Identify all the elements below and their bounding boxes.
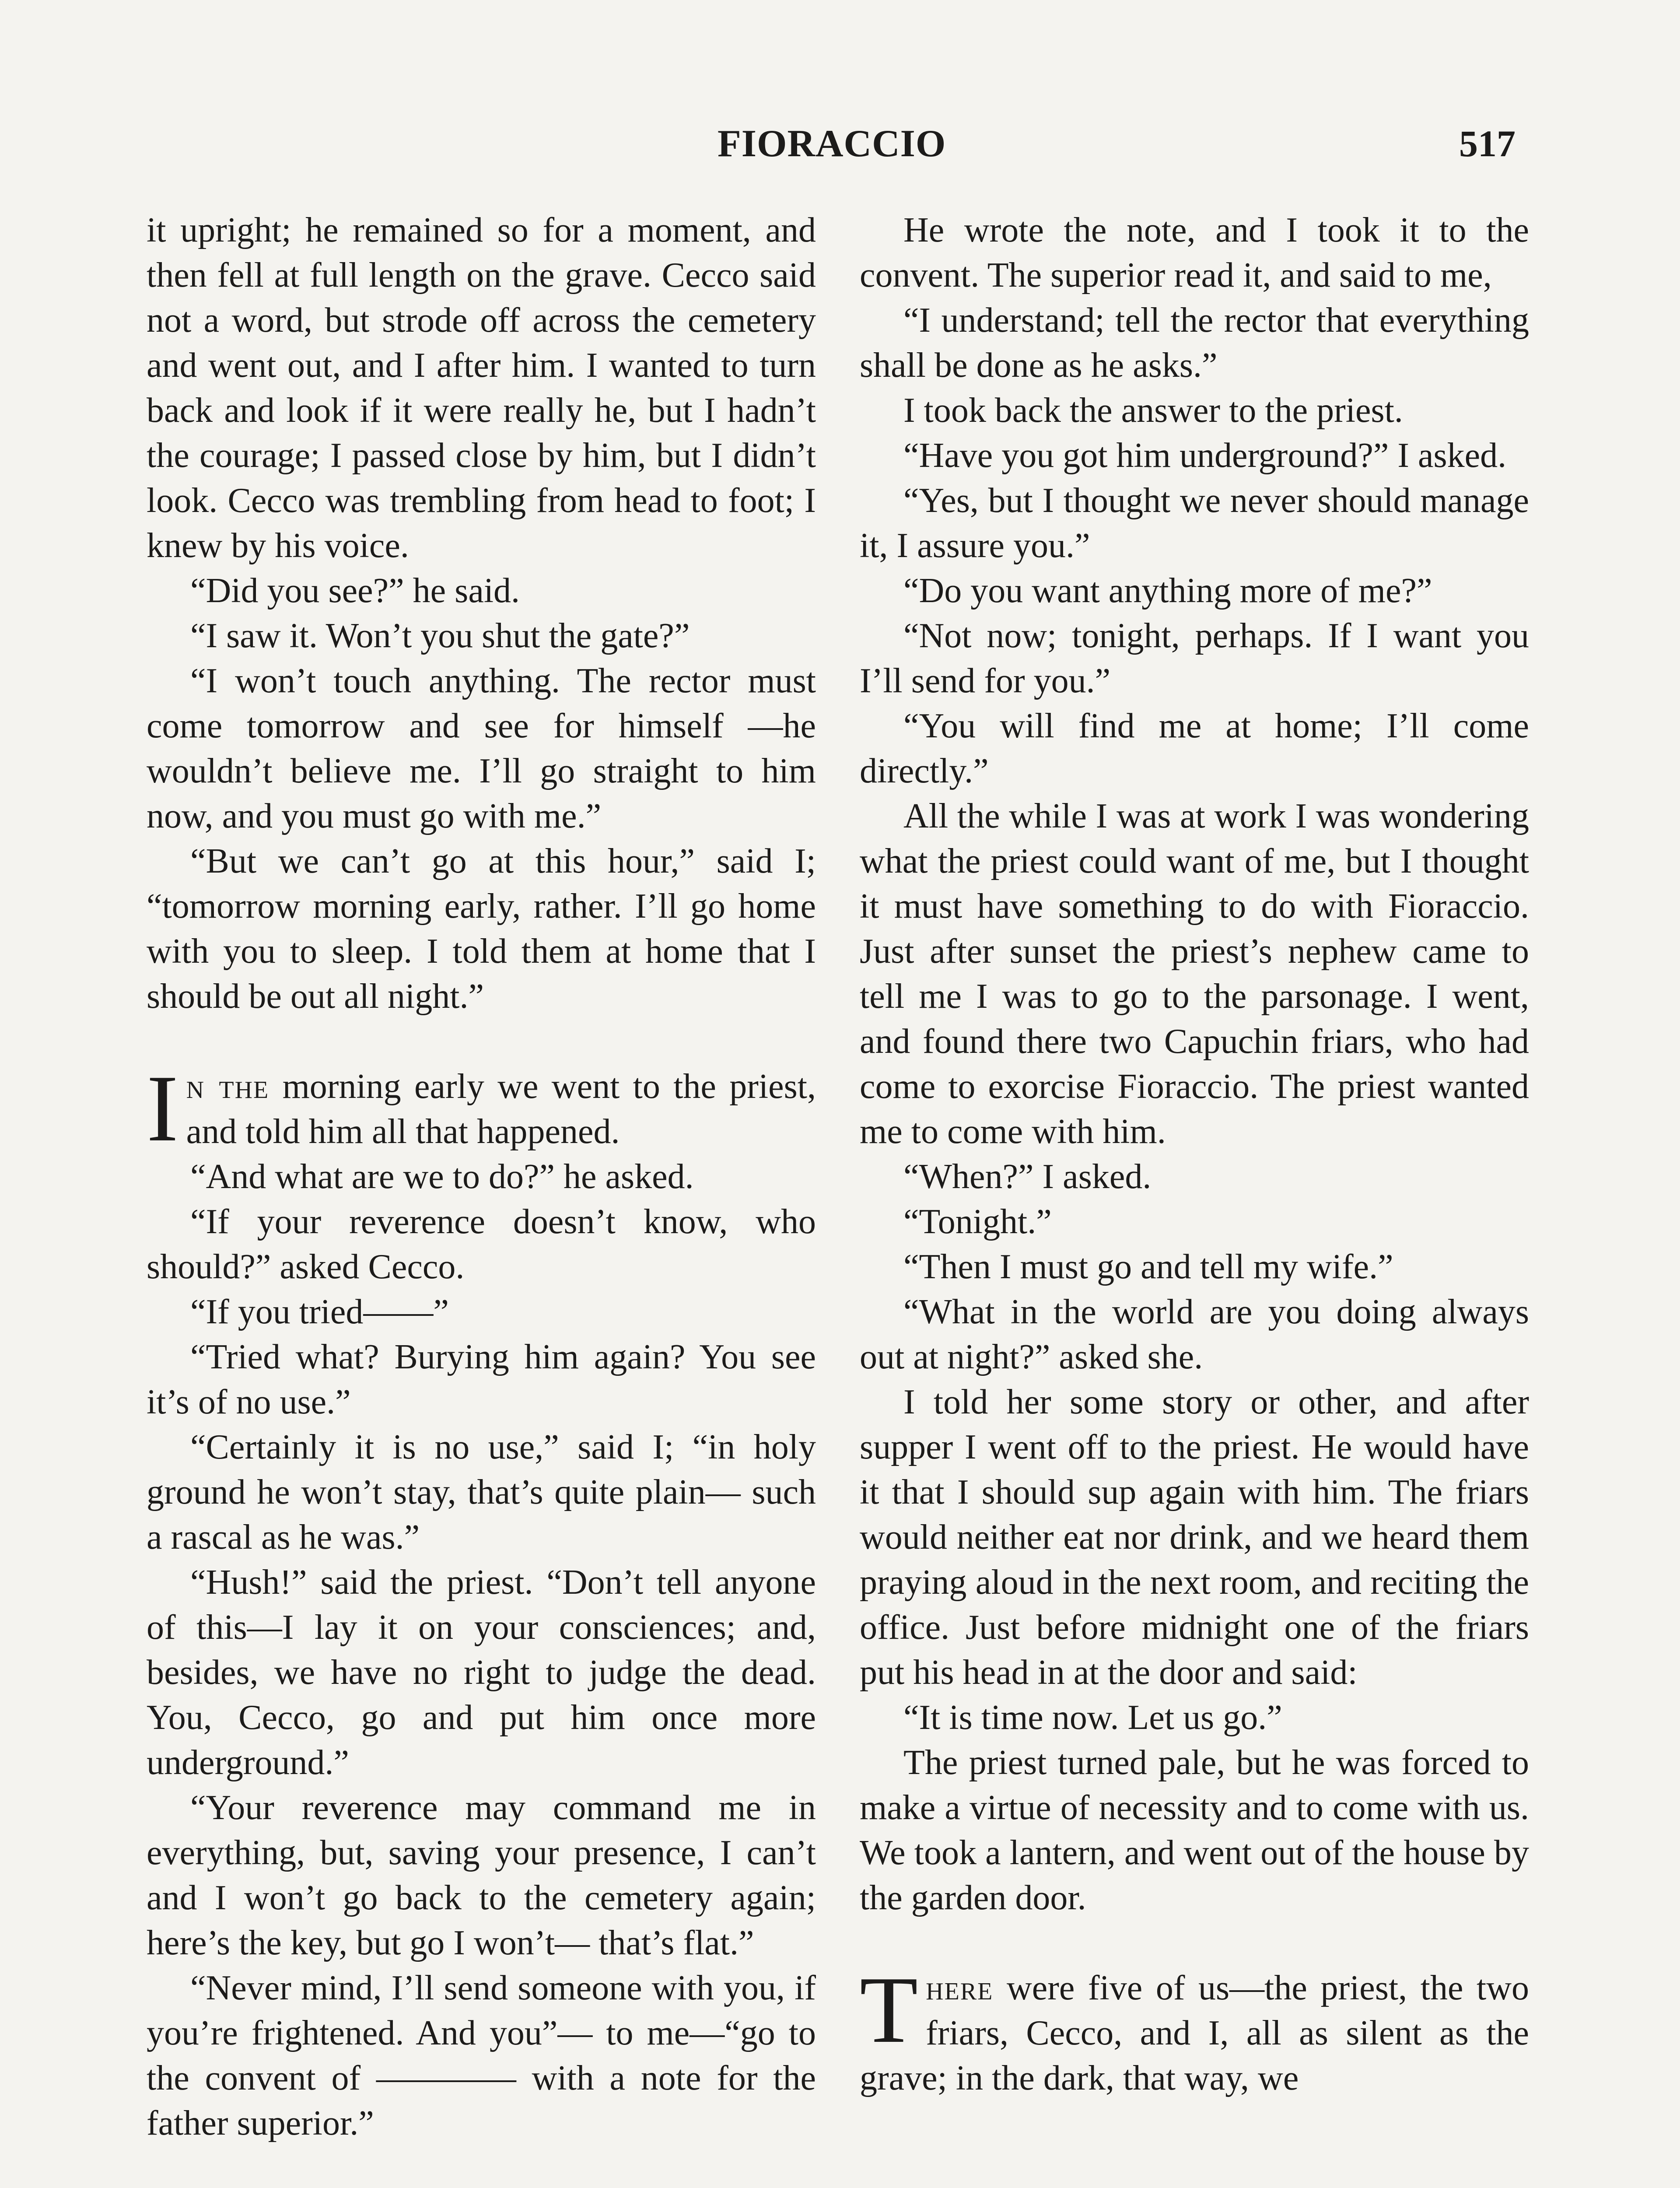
- left-column: [147, 208, 816, 2146]
- section-opening-paragraph: [147, 1056, 816, 1161]
- paragraph: “You will find me at home; I’ll come directly.”: [860, 707, 1529, 790]
- paragraph: “Then I must go and tell my wife.”: [903, 1248, 1393, 1286]
- paragraph: “If you tried——”: [190, 1293, 449, 1331]
- opening-text: were five of us—the priest, the two friars, Cecco, and I, all as silent as the grave; in the dark, that way, we: [860, 1969, 1529, 2097]
- section-break: [147, 1019, 816, 1064]
- paragraph: “But we can’t go at this hour,” said I; “tomorrow morning early, rather. I’ll go home with you to sleep. I told them at home that I should be out all night.”: [147, 842, 816, 1016]
- page-number: 517: [1459, 123, 1516, 165]
- paragraph: “Your reverence may command me in everything, but, saving your presence, I can’t and I won’t go back to the cemetery again; here’s the key, but go I won’t— that’s flat.”: [147, 1788, 816, 1962]
- drop-cap: I: [147, 1056, 178, 1161]
- paragraph: “If your reverence doesn’t know, who should?” asked Cecco.: [147, 1203, 816, 1286]
- paragraph: “Yes, but I thought we never should manage it, I assure you.”: [860, 481, 1529, 565]
- paragraph: “And what are we to do?” he asked.: [190, 1157, 694, 1196]
- paragraph: I told her some story or other, and after supper I went off to the priest. He would have it that I should sup again with him. The friars would neither eat nor drink, and we heard them praying aloud in the next room, and reciting the office. Just before midnight one of the friars put his head in at the door and said:: [860, 1383, 1529, 1692]
- small-caps-lead: n the: [186, 1067, 270, 1106]
- paragraph: “It is time now. Let us go.”: [903, 1698, 1282, 1737]
- paragraph: “Not now; tonight, perhaps. If I want you I’ll send for you.”: [860, 617, 1529, 700]
- paragraph: He wrote the note, and I took it to the convent. The superior read it, and said to me,: [860, 211, 1529, 295]
- paragraph: “Tonight.”: [903, 1203, 1052, 1241]
- paragraph: All the while I was at work I was wondering what the priest could want of me, but I thought it must have something to do with Fioraccio. Just after sunset the priest’s nephew came to tell me I was to go to the parsonage. I went, and found there two Capuchin friars, who had come to exorcise Fioraccio. The priest wanted me to come with him.: [860, 797, 1529, 1151]
- paragraph: “Never mind, I’ll send someone with you, if you’re frightened. And you”— to me—“go to the convent of ———— with a note for the father superior.”: [147, 1969, 816, 2142]
- paragraph: “I understand; tell the rector that everything shall be done as he asks.”: [860, 301, 1529, 385]
- paragraph: “I saw it. Won’t you shut the gate?”: [190, 617, 690, 655]
- section-break: [860, 1921, 1529, 1966]
- opening-text: morning early we went to the priest, and told him all that happened.: [186, 1067, 816, 1151]
- paragraph: I took back the answer to the priest.: [903, 391, 1403, 430]
- small-caps-lead: here: [926, 1969, 994, 2007]
- paragraph: “Have you got him underground?” I asked.: [903, 436, 1507, 475]
- paragraph: “Did you see?” he said.: [190, 572, 520, 610]
- running-head: [0, 122, 1680, 165]
- paragraph: “Tried what? Burying him again? You see it’s of no use.”: [147, 1338, 816, 1421]
- right-column: [860, 208, 1529, 2101]
- section-opening-paragraph: [860, 1957, 1529, 2101]
- paragraph: “Hush!” said the priest. “Don’t tell anyone of this—I lay it on your consciences; and, besides, we have no right to judge the dead. You, Cecco, go and put him once more underground.”: [147, 1563, 816, 1782]
- paragraph: “Do you want anything more of me?”: [903, 572, 1432, 610]
- paragraph: “I won’t touch anything. The rector must come tomorrow and see for himself —he wouldn’t believe me. I’ll go straight to him now, and you must go with me.”: [147, 662, 816, 835]
- paragraph: “When?” I asked.: [903, 1157, 1152, 1196]
- paragraph: “Certainly it is no use,” said I; “in holy ground he won’t stay, that’s quite plain— such a rascal as he was.”: [147, 1428, 816, 1557]
- drop-cap: T: [860, 1957, 918, 2063]
- paragraph: “What in the world are you doing always out at night?” asked she.: [860, 1293, 1529, 1376]
- paragraph: it upright; he remained so for a moment, and then fell at full length on the grave. Cecco said not a word, but strode off across the cemetery and went out, and I after him. I wanted to turn back and look if it were really he, but I hadn’t the courage; I passed close by him, but I didn’t look. Cecco was trembling from head to foot; I knew by his voice.: [147, 211, 816, 565]
- running-title: FIORACCIO: [718, 123, 946, 165]
- paragraph: The priest turned pale, but he was forced to make a virtue of necessity and to come with us. We took a lantern, and went out of the house by the garden door.: [860, 1743, 1529, 1917]
